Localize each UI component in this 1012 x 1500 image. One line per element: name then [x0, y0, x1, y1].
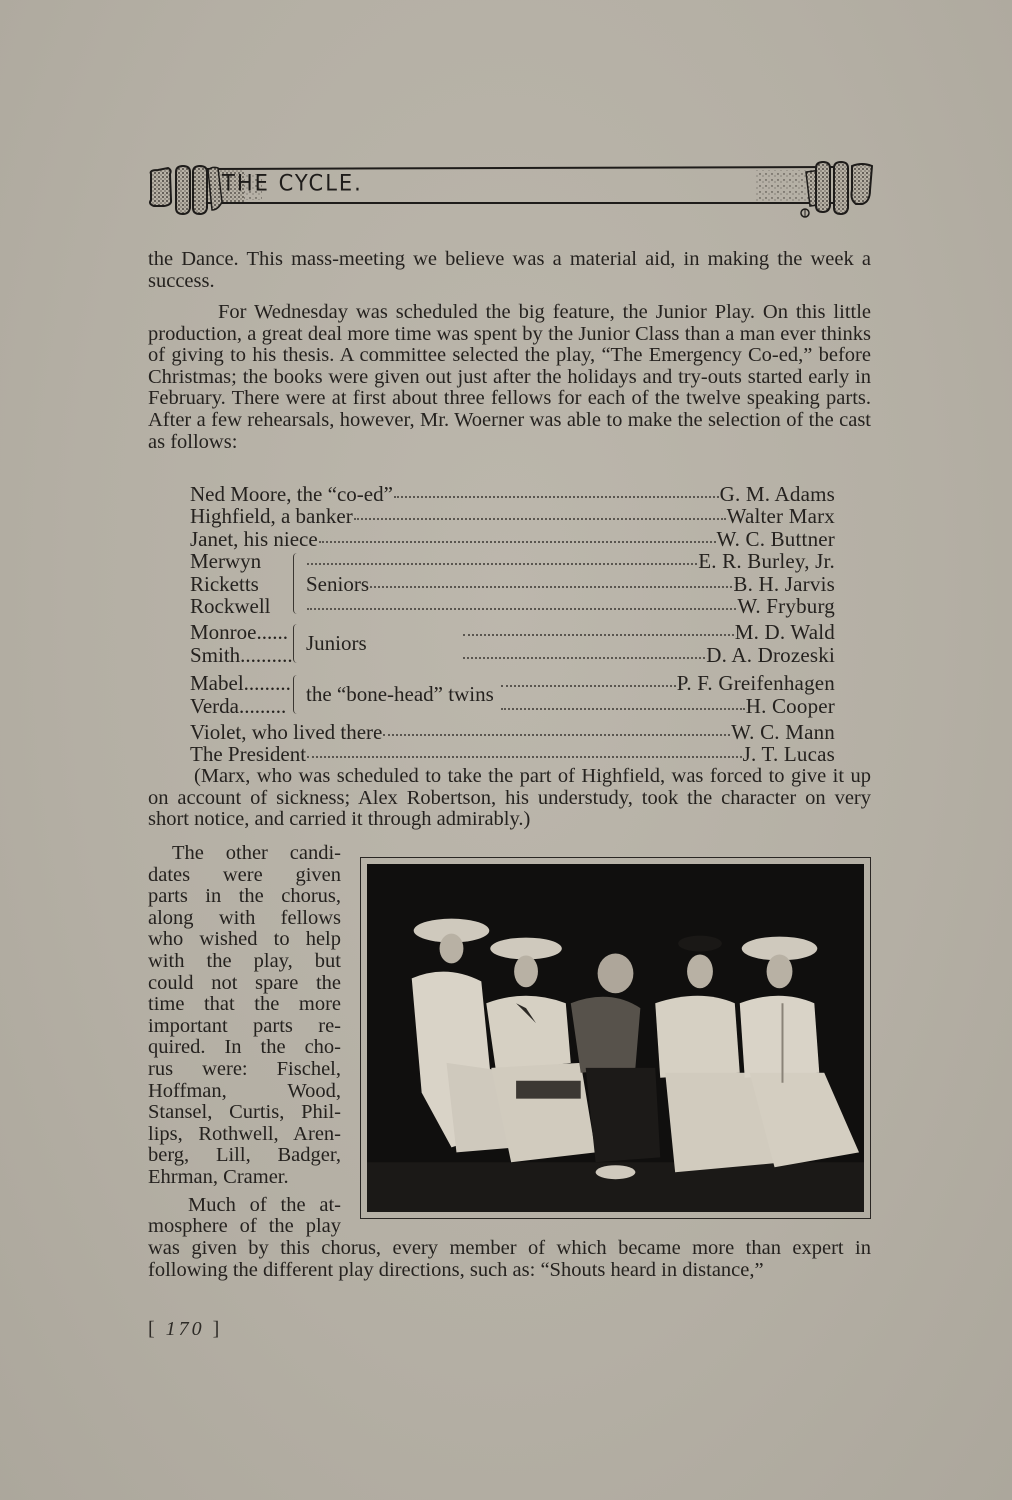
cast-actor: M. D. Wald	[734, 620, 835, 645]
column-line: rus were: Fischel,	[148, 1057, 341, 1080]
column-line: Hoffman, Wood,	[148, 1079, 341, 1102]
photo-image-icon	[367, 864, 864, 1212]
column-line: quired. In the cho-	[148, 1036, 341, 1059]
column-line: Much of the at-	[188, 1193, 341, 1216]
cast-row	[462, 644, 835, 666]
brace-icon	[293, 624, 302, 663]
cast-group-twins	[190, 672, 835, 717]
cast-actor: W. C. Buttner	[716, 526, 835, 551]
dot-leader	[394, 492, 719, 498]
column-line: along with fellows	[148, 906, 341, 929]
running-header	[146, 160, 876, 218]
dot-leader	[463, 653, 705, 659]
cast-row	[190, 721, 835, 743]
cast-row	[306, 595, 835, 617]
paragraph-note	[148, 766, 871, 831]
page-number	[148, 1318, 222, 1341]
photo-frame	[360, 857, 871, 1219]
cast-row	[500, 672, 835, 694]
column-line: with the play, but	[148, 949, 341, 972]
column-line: mosphere of the play	[148, 1215, 341, 1238]
column-line: dates were given	[148, 863, 341, 886]
paragraph-tail	[148, 1238, 871, 1281]
dot-leader	[501, 681, 676, 687]
group-label: Juniors	[306, 631, 367, 656]
cast-list	[190, 483, 835, 766]
dot-leader	[383, 730, 730, 736]
dot-leader	[354, 514, 726, 520]
cast-role: Violet, who lived there	[190, 719, 383, 744]
column-line: important parts re-	[148, 1014, 341, 1037]
cast-role: The President	[190, 742, 307, 767]
dot-leader	[319, 537, 716, 543]
paragraph-text: was given by this chorus, every member of which became more than expert in following the different play directions, such as: “Shouts heard in distance,”	[148, 1237, 871, 1281]
group-label: Seniors	[306, 571, 369, 596]
cast-row	[190, 528, 835, 550]
paragraph-text: For Wednesday was scheduled the big feature, the Junior Play. On this little production, a great deal more time was spent by the Junior Class than a man ever thinks of giving to his thesis. A committee selected the play, “The Emergency Co-ed,” before Christmas; the books were given out just after the holidays and try-outs started early in February. There were at first about three fellows for each of the twelve speaking parts. After a few rehearsals, however, Mr. Woerner was able to make the selection of the cast as follows:	[148, 301, 871, 453]
cast-row	[306, 573, 835, 595]
cast-role: Smith..........	[190, 642, 293, 667]
cast-actor: G. M. Adams	[719, 482, 835, 506]
cast-actor: B. H. Jarvis	[733, 571, 835, 596]
bracket-close: ]	[204, 1318, 223, 1340]
dot-leader	[307, 559, 697, 565]
header-title: THE CYCLE.	[222, 170, 363, 196]
column-line: Ehrman, Cramer.	[148, 1165, 289, 1188]
column-line: The other candi-	[172, 842, 341, 864]
dot-leader	[501, 704, 745, 710]
column-line: berg, Lill, Badger,	[148, 1144, 341, 1167]
column-line: lips, Rothwell, Aren-	[148, 1122, 341, 1145]
cast-photo	[367, 864, 864, 1212]
dot-leader	[307, 604, 736, 610]
bracket-open: [	[148, 1318, 166, 1340]
paragraph-junior-play	[148, 302, 871, 453]
cast-actor: J. T. Lucas	[742, 742, 835, 767]
column-line: parts in the chorus,	[148, 885, 341, 908]
cast-role: Ricketts	[190, 571, 259, 596]
cast-role: Janet, his niece	[190, 526, 318, 551]
paragraph-text: the Dance. This mass-meeting we believe was a material aid, in making the week a success.	[148, 248, 871, 292]
cast-role: Highfield, a banker	[190, 504, 353, 529]
cast-actor: W. Fryburg	[737, 593, 835, 618]
cast-actor: D. A. Drozeski	[706, 642, 835, 667]
cast-role: Rockwell	[190, 593, 271, 618]
column-line: could not spare the	[148, 971, 341, 994]
narrow-column	[148, 843, 341, 1238]
cast-group-seniors	[190, 550, 835, 617]
cast-row	[462, 621, 835, 643]
cast-row	[306, 550, 835, 572]
dot-leader	[463, 630, 734, 636]
cast-role: Ned Moore, the “co-ed”	[190, 482, 393, 506]
group-label: the “bone-head” twins	[306, 682, 494, 707]
brace-icon	[293, 553, 302, 614]
cast-row	[190, 483, 835, 505]
cast-group-juniors	[190, 621, 835, 666]
paragraph-continuation	[148, 249, 871, 292]
cast-role: Verda.........	[190, 693, 287, 718]
cast-row	[190, 505, 835, 527]
brace-icon	[293, 675, 302, 714]
column-line: time that the more	[148, 993, 341, 1016]
cast-actor: H. Cooper	[745, 693, 835, 718]
dot-leader	[370, 582, 732, 588]
cast-row	[190, 743, 835, 765]
page-number-value: 170	[165, 1318, 205, 1340]
cast-row	[500, 695, 835, 717]
cast-actor: E. R. Burley, Jr.	[698, 549, 835, 574]
cast-actor: W. C. Mann	[731, 719, 835, 744]
column-line: who wished to help	[148, 928, 341, 951]
cast-role: Mabel.........	[190, 671, 291, 696]
cast-actor: Walter Marx	[726, 504, 835, 529]
column-line: Stansel, Curtis, Phil-	[148, 1101, 341, 1124]
cast-actor: P. F. Greifenhagen	[676, 671, 835, 696]
cast-role: Monroe......	[190, 620, 288, 645]
paragraph-text: (Marx, who was scheduled to take the part of Highfield, was forced to give it up on account of sickness; Alex Robertson, his understudy, took the character on very short notice, and carried it through admirably.)	[148, 765, 871, 831]
dot-leader	[307, 752, 742, 758]
cast-role: Merwyn	[190, 549, 262, 574]
